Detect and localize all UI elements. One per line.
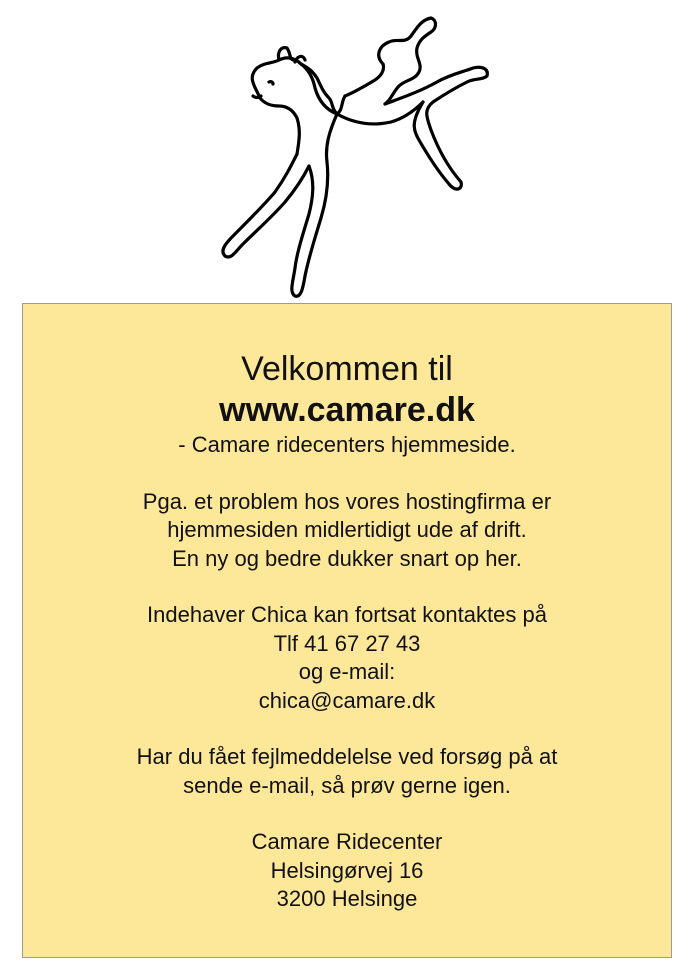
site-name: www.camare.dk — [219, 391, 475, 429]
error-hint-line-1: Har du fået fejlmeddelelse ved forsøg på at — [136, 744, 558, 769]
welcome-subtitle: - Camare ridecenters hjemmeside. — [178, 432, 516, 457]
horse-logo — [205, 6, 505, 302]
notice-line-1: Pga. et problem hos vores hostingfirma er — [142, 488, 552, 514]
spacer — [23, 800, 671, 828]
contact-intro: Indehaver Chica kan fortsat kontaktes på — [147, 602, 547, 627]
spacer — [23, 573, 671, 601]
spacer — [23, 460, 671, 488]
welcome-panel — [22, 303, 672, 958]
spacer — [23, 715, 671, 743]
notice-line-2: hjemmesiden midlertidigt ude af drift. — [167, 517, 527, 542]
contact-and-email: og e-mail: — [298, 659, 396, 684]
horse-icon — [205, 6, 505, 302]
contact-phone: Tlf 41 67 27 43 — [273, 630, 421, 656]
email-link[interactable]: chica@camare.dk — [258, 687, 436, 713]
address-city: 3200 Helsinge — [276, 886, 418, 911]
error-hint-line-2: sende e-mail, så prøv gerne igen. — [183, 772, 511, 798]
address-name: Camare Ridecenter — [251, 829, 443, 854]
contact-email-line — [23, 687, 671, 716]
address-street: Helsingørvej 16 — [270, 857, 424, 883]
notice-line-3: En ny og bedre dukker snart op her. — [172, 545, 522, 571]
welcome-title: Velkommen til — [241, 350, 453, 388]
